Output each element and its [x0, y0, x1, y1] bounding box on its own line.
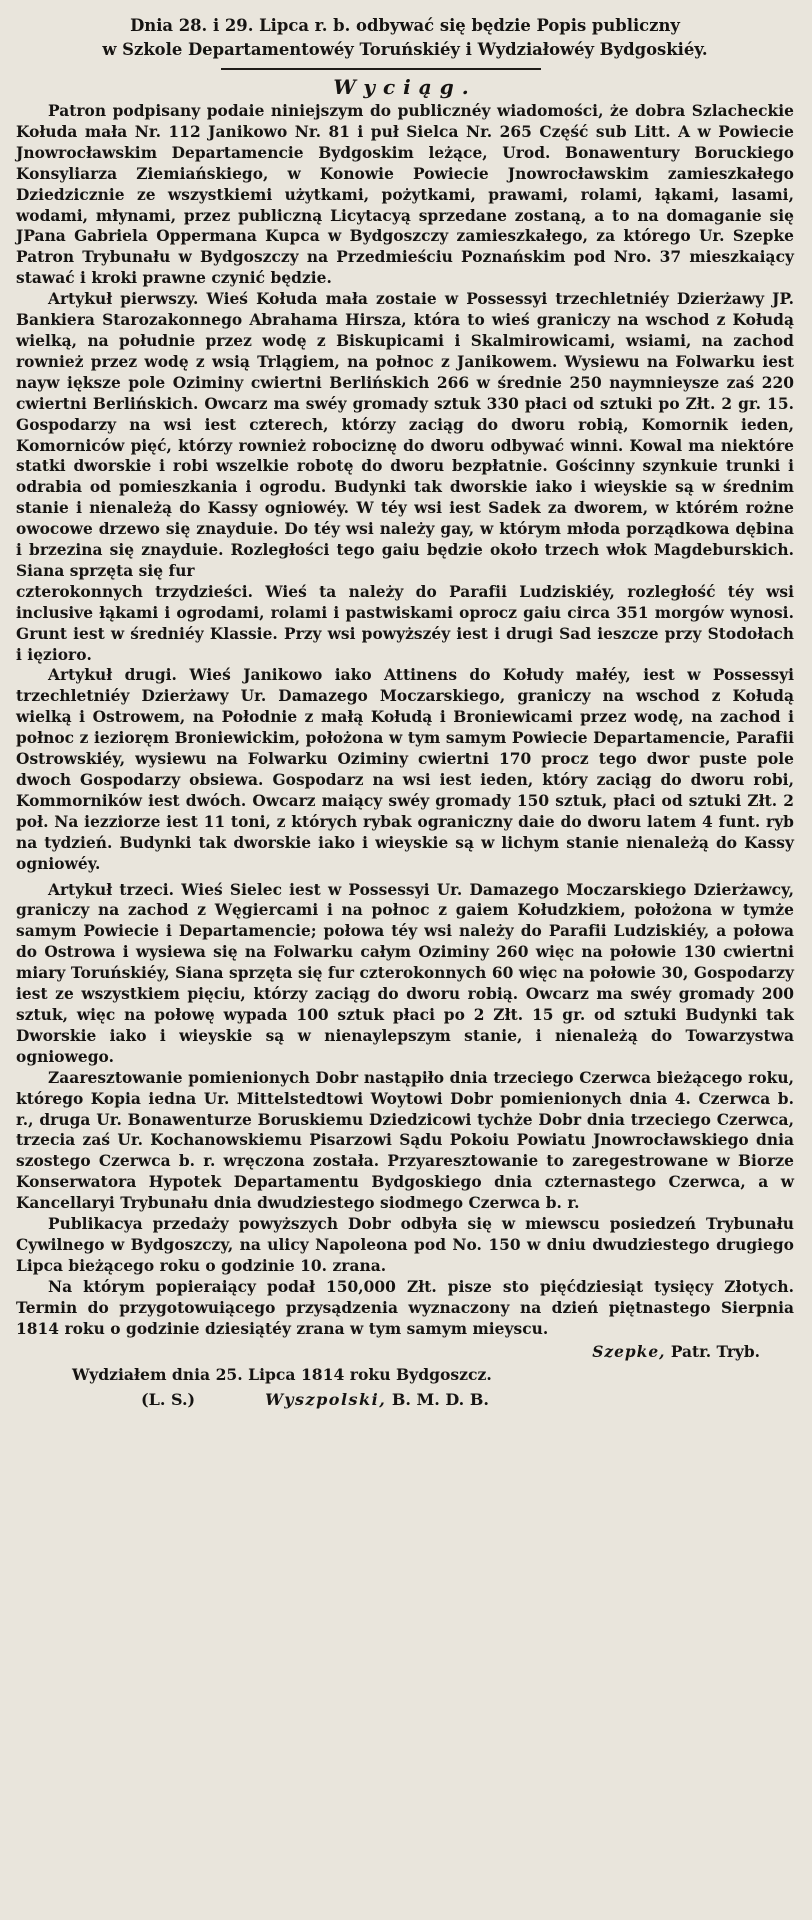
paragraph-publication: Publikacya przedaży powyższych Dobr odbyła się w miewscu posiedzeń Trybunału Cywilnego w Bydgoszczy, na ulicy Napoleona pod No. 150 w dniu dwudziestego drugiego Lipca bieżącego roku o godzinie 10. zrana.	[16, 1215, 794, 1275]
paragraph-intro: Patron podpisany podaie niniejszym do publicznéy wiadomości, że dobra Szlacheckie Kołuda mała Nr. 112 Janikowo Nr. 81 i puł Sielca Nr. 265 Część sub Litt. A w Powiecie Jnowrocławskim Departamencie Bydgoskim leżące, Urod. Bonawentury Boruckiego Konsyliarza Ziemiańskiego, w Konowie Powiecie Jnowrocławskim zamieszkałego Dziedzicznie ze wszystkiemi użytkami, pożytkami, prawami, rolami, łąkami, lasami, wodami, młynami, przez publiczną Licytacyą sprzedane zostaną, a to na domaganie się JPana Gabriela Oppermana Kupca w Bydgoszczy zamieszkałego, za którego Ur. Szepke Patron Trybunału w Bydgoszczy na Przedmieściu Poznańskim pod Nro. 37 mieszkaiący stawać i kroki prawne czynić będzie.	[16, 102, 794, 288]
patron-title: Patr. Tryb.	[670, 1343, 760, 1362]
official-signature	[265, 1388, 489, 1411]
paragraph-bid: Na którym popieraiący podał 150,000 Złt. pisze sto pięćdziesiąt tysięcy Złotych. Termin do przygotowuiącego przysądzenia wyznaczony na dzień piętnastego Sierpnia 1814 roku o godzinie dziesiątéy zrana w tym samym mieyscu.	[16, 1277, 794, 1338]
patron-signature	[16, 1341, 794, 1363]
document-heading: Wyciąg.	[333, 75, 477, 99]
notice-line-1: Dnia 28. i 29. Lipca r. b. odbywać się będzie Popis publiczny	[130, 16, 680, 35]
closing-seal-row	[141, 1388, 794, 1411]
seal-mark: (L. S.)	[141, 1390, 196, 1410]
notice-line-2: w Szkole Departamentowéy Toruńskiéy i Wydziałowéy Bydgoskiéy.	[102, 40, 708, 59]
paragraph-article-3: Artykuł trzeci. Wieś Sielec iest w Possessyi Ur. Damazego Moczarskiego Dzierżawcy, graniczy na zachod z Węgiercami i na połnoc z gaiem Kołudzkiem, położona w tymże samym Powiecie i Departamencie; połowa téy wsi należy do Parafii Ludziskiéy, a połowa do Ostrowa i wysiewa się na Folwarku całym Oziminy 260 więc na połowie 130 cwiertni miary Toruńskiéy, Siana sprzęta się fur czterokonnych 60 więc na połowie 30, Gospodarzy iest ze wszystkiem pięciu, którzy zaciąg do dworu robią. Owcarz ma swéy gromady 200 sztuk, więc na połowę wypada 100 sztuk płaci po 2 Złt. 15 gr. od sztuki Budynki tak Dworskie iako i wieyskie są w nienaylepszym stanie, i nienależą do Towarzystwa ogniowego.	[16, 880, 794, 1066]
patron-name: Szepke,	[592, 1343, 666, 1362]
paragraph-arrest: Zaaresztowanie pomienionych Dobr nastąpiło dnia trzeciego Czerwca bieżącego roku, którego Kopia iedna Ur. Mittelstedtowi Woytowi Dobr pomienionych dnia 4. Czerwca b. r., druga Ur. Bonawenturze Boruskiemu Dziedzicowi tychże Dobr dnia trzeciego Czerwca, trzecia zaś Ur. Kochanowskiemu Pisarzowi Sądu Pokoiu Powiatu Jnowrocławskiego dnia szostego Czerwca b. r. wręczona została. Przyaresztowanie to zaregestrowane w Biorze Konserwatora Hypotek Departamentu Bydgoskiego dnia czternastego Czerwca, a w Kancellaryi Trybunału dnia dwudziestego siodmego Czerwca b. r.	[16, 1068, 794, 1213]
official-name: Wyszpolski,	[265, 1390, 387, 1410]
public-exam-notice	[16, 14, 794, 62]
official-title: B. M. D. B.	[391, 1390, 489, 1410]
paragraph-article-2: Artykuł drugi. Wieś Janikowo iako Attinens do Kołudy małéy, iest w Possessyi trzechletniéy Dzierżawy Ur. Damazego Moczarskiego, graniczy na wschod z Kołudą wielką i Ostrowem, na Połodnie z małą Kołudą i Broniewicami przez wodę, na zachod i połnoc z iezioręm Broniewickim, położona w tym samym Powiecie Departamencie, Parafii Ostrowskiéy, wysiewu na Folwarku Oziminy cwiertni 170 procz tego dwor puste pole dwoch Gospodarzy obsiewa. Gospodarz na wsi iest ieden, który zaciąg do dworu robi, Kommorników iest dwóch. Owcarz maiący swéy gromady 150 sztuk, płaci od sztuki Złt. 2 poł. Na iezziorze iest 11 toni, z których rybak ograniczny daie do dworu latem 4 funt. ryb na tydzień. Budynki tak dworskie iako i wieyskie są w lichym stanie nienależą do Kassy ogniowéy.	[16, 666, 794, 873]
paragraph-article-1: Artykuł pierwszy. Wieś Kołuda mała zostaie w Possessyi trzechletniéy Dzierżawy JP. Bankiera Starozakonnego Abrahama Hirsza, która to wieś graniczy na wschod z Kołudą wielką, na południe przez wodę z Biskupicami i Skalmirowicami, wsiami, na zachod rownież przez wodę z wsią Trlągiem, na połnoc z Janikowem. Wysiewu na Folwarku iest nayw iększe pole Oziminy cwiertni Berlińskich 266 w średnie 250 naymnieysze zaś 220 cwiertni Berlińskich. Owcarz ma swéy gromady sztuk 330 płaci od sztuki po Złt. 2 gr. 15. Gospodarzy na wsi iest czterech, którzy zaciąg do dworu robią, Komornik ieden, Komorniców pięć, którzy rownież robociznę do dworu odbywać winni. Kowal ma niektóre statki dworskie i robi wszelkie robotę do dworu bezpłatnie. Gościnny szynkuie trunki i odrabia od pomieszkania i ogrodu. Budynki tak dworskie iako i wieyskie są w średnim stanie i nienależą do Kassy ogniowéy. W téy wsi iest Sadek za dworem, w którém rożne owocowe drzewo się znayduie. Do téy wsi należy gay, w którym młoda porządkowa dębina i brzezina się znayduie. Rozległości tego gaiu będzie około trzech włok Magdeburskich. Siana sprzęta się fur	[16, 290, 794, 580]
closing-place-date: Wydziałem dnia 25. Lipca 1814 roku Bydgoszcz.	[72, 1365, 492, 1385]
divider-top	[221, 68, 541, 70]
paragraph-article-1-continued: czterokonnych trzydzieści. Wieś ta należy do Parafii Ludziskiéy, rozległość téy wsi inclusive łąkami i ogrodami, rolami i pastwiskami oprocz gaiu circa 351 morgów wynosi. Grunt iest w średniéy Klassie. Przy wsi powyższéy iest i drugi Sad ieszcze przy Stodołach i ięziorо.	[16, 582, 794, 664]
